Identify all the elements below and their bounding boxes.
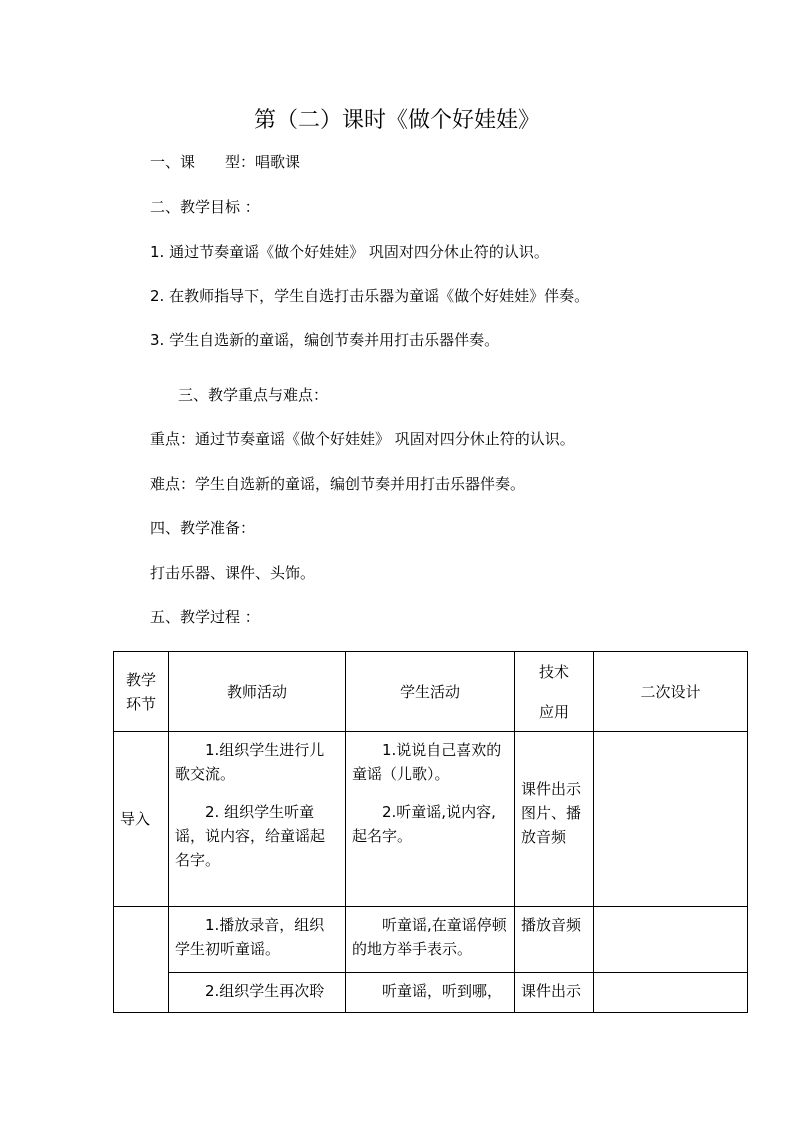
header-teacher: 教师活动 bbox=[169, 652, 346, 732]
prep-heading: 四、教学准备： bbox=[150, 519, 256, 537]
teacher-activity: 2.组织学生再次聆 bbox=[205, 982, 325, 1000]
prep-items: 打击乐器、课件、头饰。 bbox=[150, 564, 316, 582]
redesign-cell bbox=[594, 973, 748, 1013]
teacher-cell bbox=[169, 732, 346, 907]
page-title: 第（二）课时《做个好娃娃》 bbox=[253, 108, 540, 133]
teacher-activity: 1.播放录音，组织学生初听童谣。 bbox=[175, 916, 325, 958]
table-row bbox=[114, 973, 748, 1013]
header-tech bbox=[515, 652, 594, 732]
header-tech-line2: 应用 bbox=[538, 702, 569, 721]
header-stage-line1: 教学 bbox=[125, 670, 156, 689]
goal-item-3: 3. 学生自选新的童谣，编创节奏并用打击乐器伴奏。 bbox=[150, 331, 500, 349]
teacher-cell bbox=[169, 907, 346, 973]
table-row bbox=[114, 732, 748, 907]
key-heading: 三、教学重点与难点： bbox=[178, 386, 329, 404]
student-cell bbox=[346, 732, 515, 907]
header-stage bbox=[114, 652, 169, 732]
header-tech-line1: 技术 bbox=[538, 662, 569, 681]
student-cell bbox=[346, 973, 515, 1013]
tech-cell: 课件出示 bbox=[515, 973, 594, 1013]
stage-cell: 导入 bbox=[114, 732, 169, 907]
process-heading: 五、教学过程 ： bbox=[150, 608, 260, 626]
header-student: 学生活动 bbox=[346, 652, 515, 732]
lesson-type: 一、课 型：唱歌课 bbox=[150, 153, 301, 171]
student-activity: 听童谣，听到哪， bbox=[382, 982, 503, 1000]
redesign-cell bbox=[594, 907, 748, 973]
teacher-activity-2: 2. 组织学生听童谣，说内容，给童谣起名字。 bbox=[175, 803, 326, 869]
tech-cell: 播放音频 bbox=[515, 907, 594, 973]
stage-cell bbox=[114, 907, 169, 1013]
difficult-point: 难点：学生自选新的童谣，编创节奏并用打击乐器伴奏。 bbox=[150, 475, 526, 493]
header-redesign: 二次设计 bbox=[594, 652, 748, 732]
header-stage-line2: 环节 bbox=[125, 694, 156, 713]
teacher-cell bbox=[169, 973, 346, 1013]
student-activity: 听童谣,在童谣停顿的地方举手表示。 bbox=[352, 916, 507, 958]
table-header-row bbox=[114, 652, 748, 732]
goal-item-1: 1. 通过节奏童谣《做个好娃娃》 巩固对四分休止符的认识。 bbox=[150, 243, 549, 261]
redesign-cell bbox=[594, 732, 748, 907]
student-activity-2: 2.听童谣,说内容,起名字。 bbox=[352, 803, 496, 845]
key-point: 重点：通过节奏童谣《做个好娃娃》 巩固对四分休止符的认识。 bbox=[150, 430, 575, 448]
student-activity-1: 1.说说自己喜欢的童谣（儿歌）。 bbox=[352, 741, 502, 783]
process-table bbox=[113, 651, 748, 1013]
student-cell bbox=[346, 907, 515, 973]
goal-item-2: 2. 在教师指导下，学生自选打击乐器为童谣《做个好娃娃》伴奏。 bbox=[150, 287, 590, 305]
teacher-activity-1: 1.组织学生进行儿歌交流。 bbox=[175, 741, 325, 783]
goals-heading: 二、教学目标 ： bbox=[150, 198, 260, 216]
tech-cell: 课件出示图片、播放音频 bbox=[515, 732, 594, 907]
table-row bbox=[114, 907, 748, 973]
